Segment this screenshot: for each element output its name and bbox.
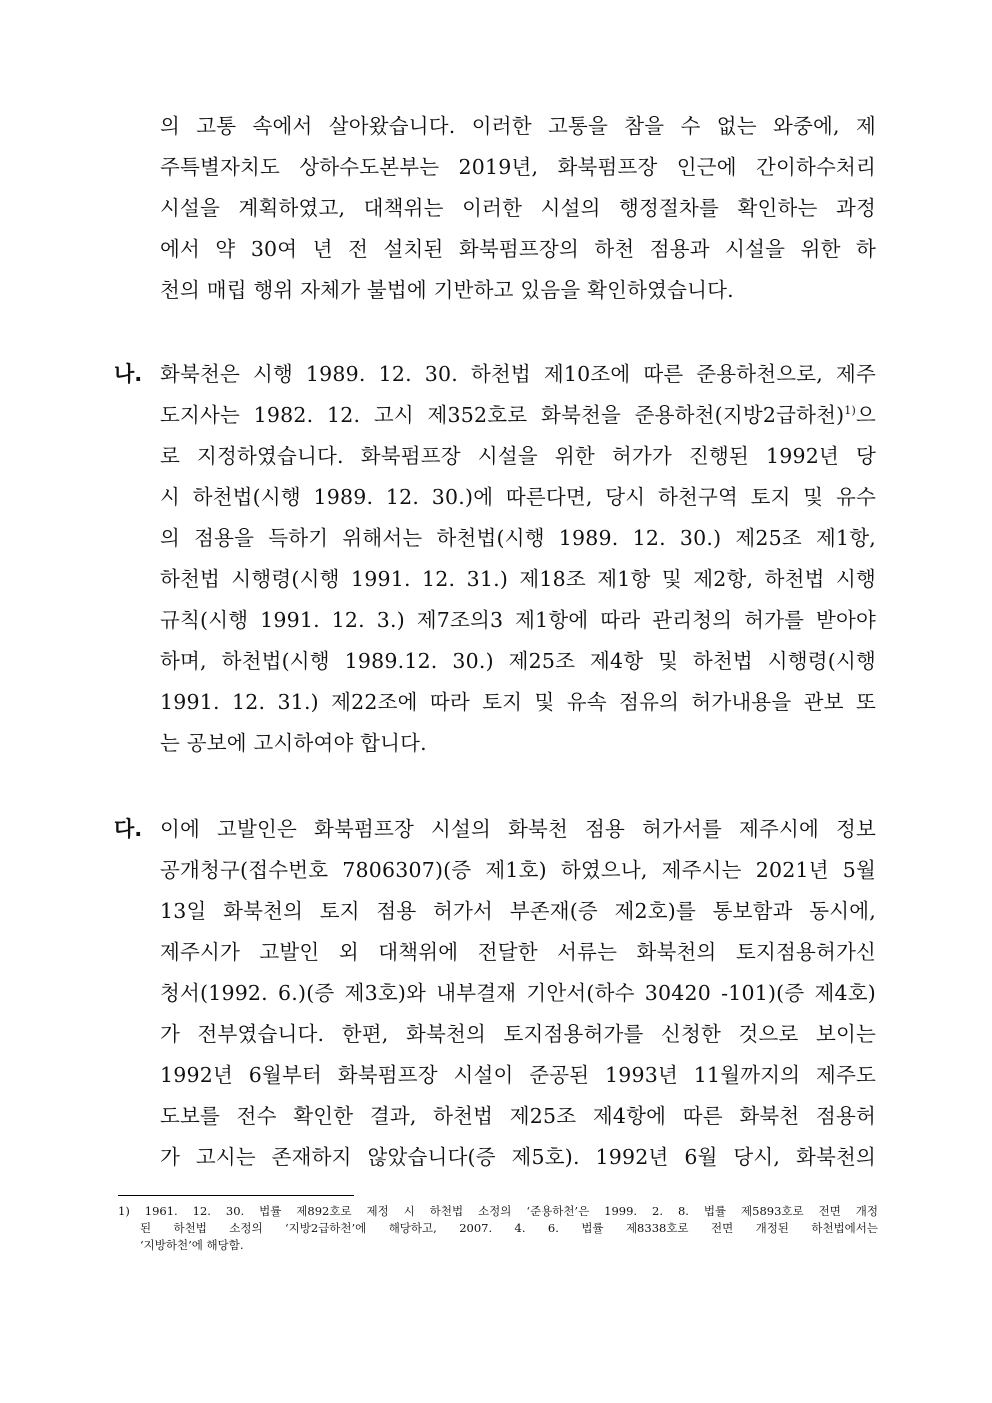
section-na: [114, 354, 876, 764]
text-line: 청서(1992. 6.)(증 제3호)와 내부결재 기안서(하수 30420 -101)(증 제4호): [160, 981, 876, 1005]
text-line: 화북천은 시행 1989. 12. 30. 하천법 제10조에 따른 준용하천으로, 제주: [160, 362, 876, 386]
text-line: 천의 매립 행위 자체가 불법에 기반하고 있음을 확인하였습니다.: [160, 278, 734, 302]
footnote-line: ‘지방하천’에 해당함.: [140, 1238, 244, 1252]
section-da: [114, 809, 876, 1178]
text-line: 가 고시는 존재하지 않았습니다(증 제5호). 1992년 6월 당시, 화북천의: [160, 1145, 876, 1169]
text-line: 제주시가 고발인 외 대책위에 전달한 서류는 화북천의 토지점용허가신: [160, 940, 876, 964]
text-line: 하며, 하천법(시행 1989.12. 30.) 제25조 제4항 및 하천법 시행령(시행: [160, 649, 876, 673]
text-line: 공개청구(접수번호 7806307)(증 제1호) 하였으나, 제주시는 2021년 5월: [160, 858, 876, 882]
footnote-divider: [118, 1195, 354, 1196]
section-marker-da: 다.: [114, 817, 143, 841]
text-segment: 으: [855, 403, 876, 427]
footnote-line: 1) 1961. 12. 30. 법률 제892호로 제정 시 하천법 소정의 ‘준용하천’은 1999. 2. 8. 법률 제5893호로 전면 개정: [118, 1204, 878, 1218]
text-line: 는 공보에 고시하여야 합니다.: [160, 731, 427, 755]
footnote-line: 된 하천법 소정의 ‘지방2급하천’에 해당하고, 2007. 4. 6. 법률 제8338호로 전면 개정된 하천법에서는: [140, 1221, 878, 1235]
text-line: 13일 화북천의 토지 점용 허가서 부존재(증 제2호)를 통보함과 동시에,: [160, 899, 876, 923]
text-line: 시 하천법(시행 1989. 12. 30.)에 따른다면, 당시 하천구역 토지 및 유수: [160, 485, 876, 509]
text-line: 주특별자치도 상하수도본부는 2019년, 화북펌프장 인근에 간이하수처리: [160, 155, 876, 179]
footnote-ref: 1): [844, 404, 856, 418]
text-line: 의 점용을 득하기 위해서는 하천법(시행 1989. 12. 30.) 제25조 제1항,: [160, 526, 876, 550]
text-line: 1991. 12. 31.) 제22조에 따라 토지 및 유속 점유의 허가내용을 관보 또: [160, 690, 876, 714]
intro-paragraph: [160, 106, 876, 311]
text-line: 시설을 계획하였고, 대책위는 이러한 시설의 행정절차를 확인하는 과정: [160, 196, 876, 220]
text-line: 에서 약 30여 년 전 설치된 화북펌프장의 하천 점용과 시설을 위한 하: [160, 237, 876, 261]
text-line: 의 고통 속에서 살아왔습니다. 이러한 고통을 참을 수 없는 와중에, 제: [160, 114, 876, 138]
section-marker-na: 나.: [114, 362, 143, 386]
text-segment: 도지사는 1982. 12. 고시 제352호로 화북천을 준용하천(지방2급하천): [160, 403, 845, 427]
text-line: 규칙(시행 1991. 12. 3.) 제7조의3 제1항에 따라 관리청의 허가를 받아야: [160, 608, 876, 632]
text-line: 이에 고발인은 화북펌프장 시설의 화북천 점용 허가서를 제주시에 정보: [160, 817, 876, 841]
text-line: 로 지정하였습니다. 화북펌프장 시설을 위한 허가가 진행된 1992년 당: [160, 444, 876, 468]
text-line: 가 전부였습니다. 한편, 화북천의 토지점용허가를 신청한 것으로 보이는: [160, 1022, 876, 1046]
text-line-with-footnote-ref: [160, 395, 876, 436]
text-line: 1992년 6월부터 화북펌프장 시설이 준공된 1993년 11월까지의 제주도: [160, 1063, 876, 1087]
text-line: 도보를 전수 확인한 결과, 하천법 제25조 제4항에 따른 화북천 점용허: [160, 1104, 876, 1128]
text-line: 하천법 시행령(시행 1991. 12. 31.) 제18조 제1항 및 제2항, 하천법 시행: [160, 567, 876, 591]
footnote: [118, 1203, 878, 1254]
